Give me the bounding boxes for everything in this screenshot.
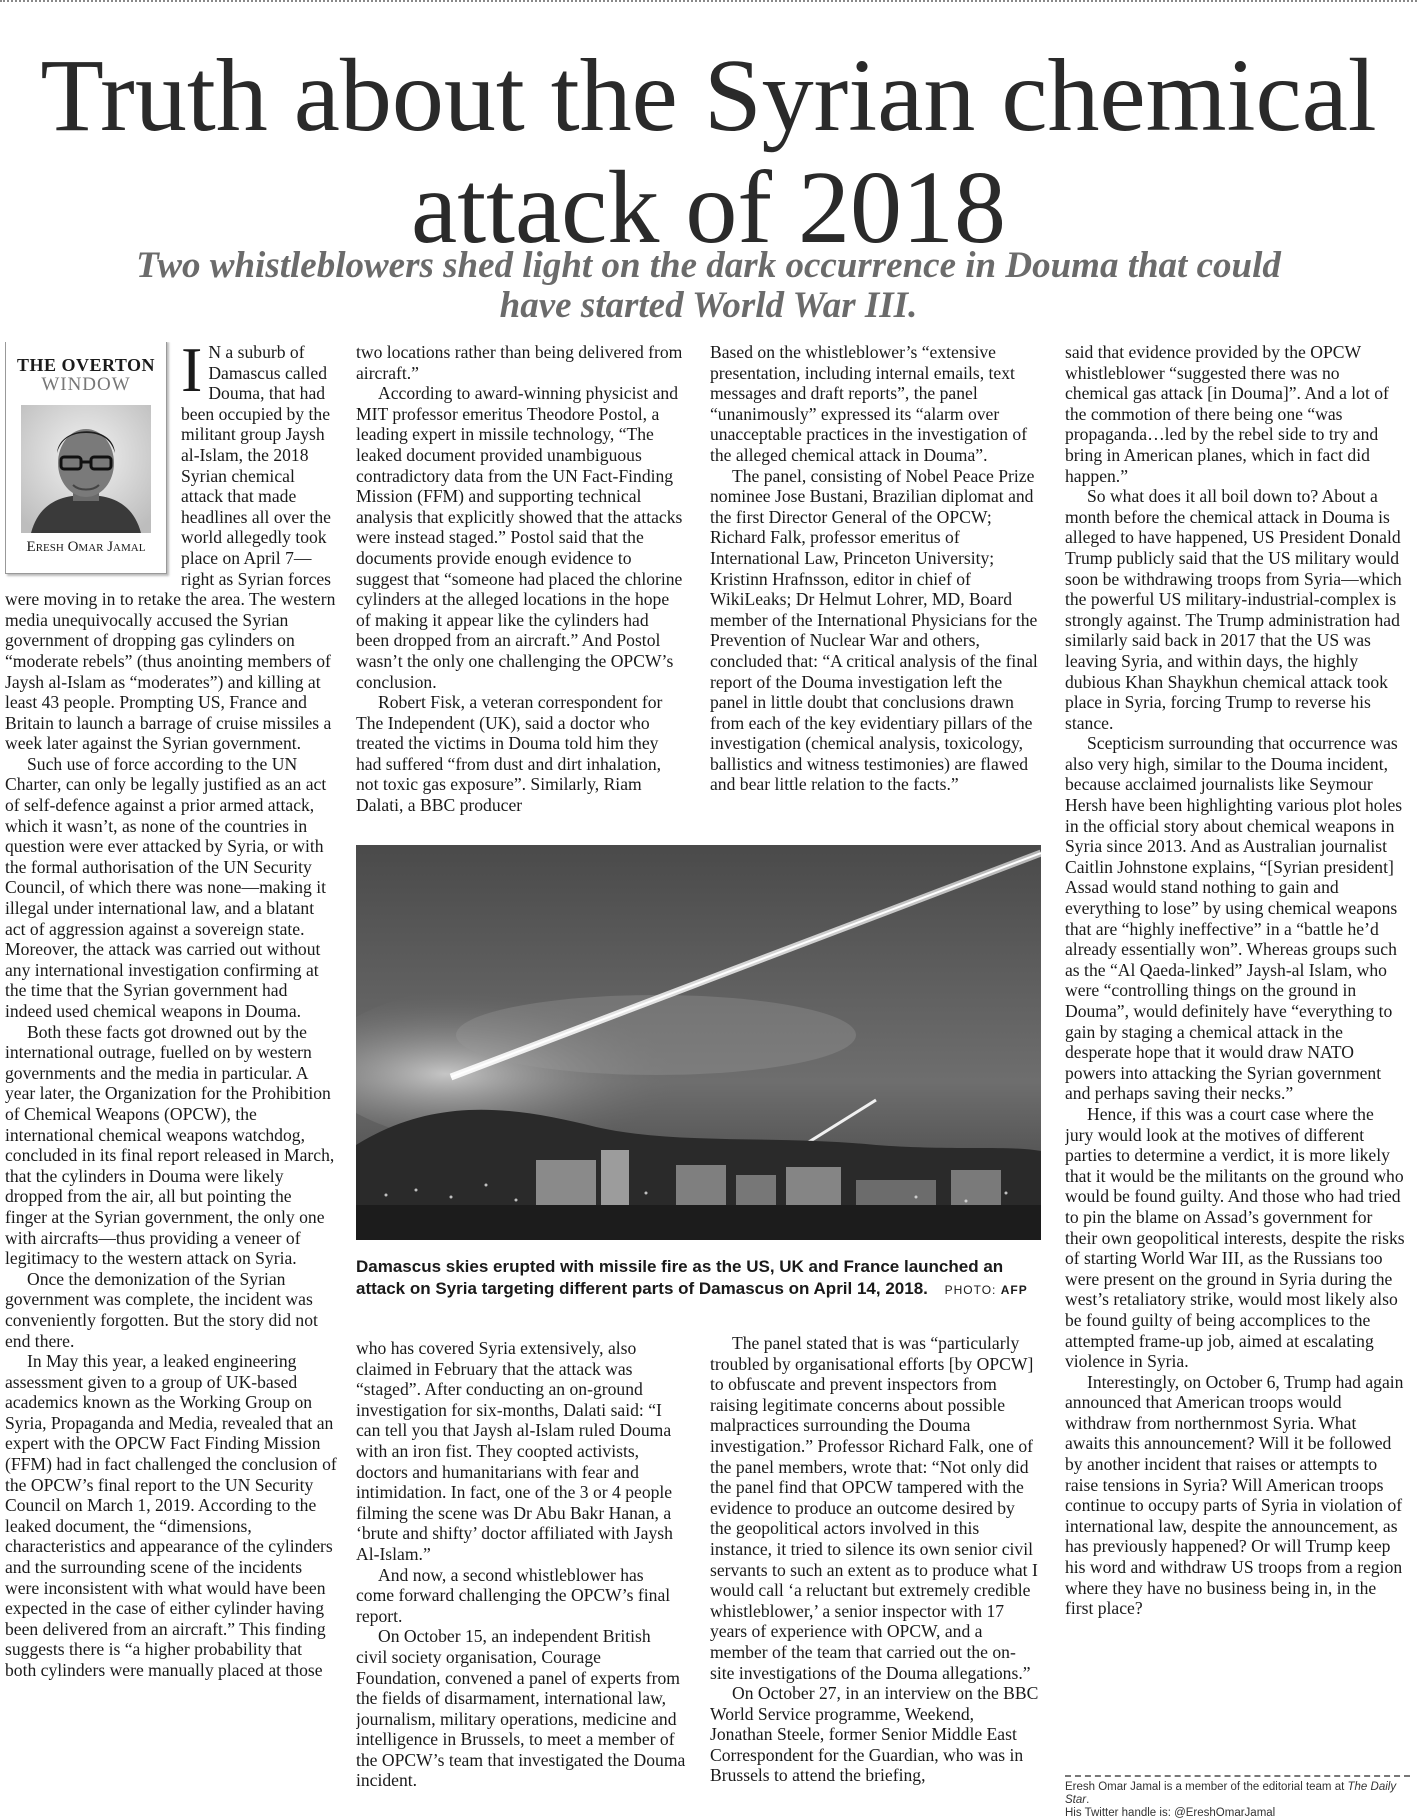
photo-caption <box>356 1256 1056 1301</box>
author-name: Eresh Omar Jamal <box>26 539 146 555</box>
paragraph: Once the demonization of the Syrian government was complete, the incident was conveniently forgotten. But the story did not end there. <box>5 1268 318 1351</box>
article-column-2-bottom <box>356 1338 686 1815</box>
paragraph: said that evidence provided by the OPCW whistleblower “suggested there was no chemical gas attack [in Douma]”. And a lot of the commotion of there being one “was propaganda…led by the rebel side to try and bring in American planes, which in fact did happen.” <box>1065 342 1389 486</box>
paragraph: Based on the whistleblower’s “extensive presentation, including internal emails, text messages and draft reports”, the panel “unanimously” expressed its “alarm over unacceptable practices in the investigation of the alleged chemical attack in Douma”. <box>710 342 1028 465</box>
author-portrait-icon <box>21 405 151 533</box>
photo-caption-text: Damascus skies erupted with missile fire as the US, UK and France launched an attack on Syria targeting different parts of Damascus on April 14, 2018. <box>356 1257 1004 1298</box>
paragraph: The panel stated that is was “particularly troubled by organisational efforts [by OPCW] to obfuscate and prevent inspectors from raising legitimate concerns about possible malpractices surrounding the Douma investigation.” Professor Richard Falk, one of the panel members, wrote that: “Not only did the panel find that OPCW tampered with the evidence to produce an outcome desired by the geopolitical actors involved in this instance, it tried to silence its own senior civil servants to such an extent as to produce what I would call ‘a reluctant but extremely credible whistleblower,’ a senior inspector with 17 years of experience with OPCW, and a member of the team that carried out the on-site investigations of the Douma allegations.” <box>710 1333 1038 1683</box>
column-author-box <box>5 342 167 574</box>
photo-credit-source: AFP <box>1000 1283 1028 1297</box>
tagline-line2: His Twitter handle is: @EreshOmarJamal <box>1065 1807 1276 1819</box>
paragraph: The panel, consisting of Nobel Peace Prize nominee Jose Bustani, Brazilian diplomat and the first Director General of the OPCW; Richard Falk, professor emeritus of International Law, Princeton University; Kristinn Hrafnsson, editor in chief of WikiLeaks; Dr Helmut Lohrer, MD, Board member of the International Physicians for the Prevention of Nuclear War and others, concluded that: “A critical analysis of the final report of the Douma investigation left the panel in little doubt that conclusions drawn from each of the key evidentiary pillars of the investigation (chemical analysis, toxicology, ballistics and witness testimonies) are flawed and bear little relation to the facts.” <box>710 465 1038 795</box>
paragraph: Both these facts got drowned out by the international outrage, fuelled on by western governments and the media in particular. A year later, the Organization for the Prohibition of Chemical Weapons (OPCW), the international chemical weapons watchdog, concluded in its final report released in March, that the cylinders in Douma were likely dropped from the air, all but pointing the finger at the Syrian government, the only one with aircrafts—thus providing a veneer of legitimacy to the western attack on Syria. <box>5 1021 335 1269</box>
headline: Truth about the Syrian chemical attack of 2018 <box>40 38 1377 265</box>
paragraph: According to award-winning physicist and MIT professor emeritus Theodore Postol, a leading expert in missile technology, “The leaked document provided unambiguous contradictory data from the UN Fact-Finding Mission (FFM) and supporting technical analysis that explicitly showed that the attacks were instead staged.” Postol said that the documents provide enough evidence to suggest that “someone had placed the chlorine cylinders at the alleged locations in the hope of making it appear like the cylinders had been dropped from an aircraft.” And Postol wasn’t the only one challenging the OPCW’s conclusion. <box>356 383 683 692</box>
paragraph: Interestingly, on October 6, Trump had again announced that American troops would withdraw from northernmost Syria. What awaits this announcement? Will it be followed by another incident that raises or attempts to raise tensions in Syria? Will American troops continue to occupy parts of Syria in violation of international law, despite the announcement, as has previously happened? Or will Trump keep his word and withdraw US troops from a region where they have no business being in, in the first place? <box>1065 1371 1404 1619</box>
paragraph: Hence, if this was a court case where the jury would look at the motives of different parties to determine a verdict, it is more likely that it would be the militants on the ground who would be found guilty. And those who had tried to pin the blame on Assad’s government for their own geopolitical interests, despite the risks of starting World War III, as the Russians too were present on the ground in Syria during the west’s retaliatory strike, would most likely also be found guilty of being accomplices to the attempted frame-up job, aimed at escalating violence in Syria. <box>1065 1103 1405 1372</box>
article-column-3-top <box>710 342 1040 795</box>
paragraph: Robert Fisk, a veteran correspondent for The Independent (UK), said a doctor who treated the victims in Douma told him they had suffered “from dust and dirt inhalation, not toxic gas exposure”. Similarly, Riam Dalati, a BBC producer <box>356 692 663 816</box>
photo-credit <box>945 1283 1028 1297</box>
article-column-4 <box>1065 342 1405 1757</box>
column-name-line1: THE OVERTON <box>16 355 156 375</box>
tagline-line1: Eresh Omar Jamal is a member of the editorial team at <box>1065 1781 1345 1793</box>
paragraph: On October 27, in an interview on the BBC World Service programme, Weekend, Jonathan Steele, former Senior Middle East Correspondent for the Guardian, who was in Brussels to attend the briefing, <box>710 1683 1039 1786</box>
paragraph: who has covered Syria extensively, also claimed in February that the attack was “staged”. After conducting an on-ground investigation for six-months, Dalati said: “I can tell you that Jaysh al-Islam ruled Douma with an iron fist. They coopted activists, doctors and humanitarians with fear and intimidation. In fact, one of the 3 or 4 people filming the scene was Dr Abu Bakr Hanan, a ‘brute and shifty’ doctor affiliated with Jaysh Al-Islam.” <box>356 1338 673 1564</box>
paragraph: And now, a second whistleblower has come forward challenging the OPCW’s final report. <box>356 1564 671 1626</box>
paragraph: N a suburb of Damascus called Douma, that had been occupied by the militant group Jaysh al-Islam, the 2018 Syrian chemical attack that made headlines all over the world allegedly took place on April 7—right as Syrian forces were moving in to retake the area. The western media unequivocally accused the Syrian government of dropping gas cylinders on “moderate rebels” (thus anointing members of Jaysh al-Islam as “moderates”) and killing at least 43 people. Prompting US, France and Britain to launch a barrage of cruise missiles a week later against the Syrian government. <box>5 342 336 754</box>
article-column-3-bottom <box>710 1333 1040 1815</box>
column-name-line2: WINDOW <box>41 374 131 395</box>
paragraph: In May this year, a leaked engineering assessment given to a group of UK-based academics known as the Working Group on Syria, Propaganda and Media, revealed that an expert with the OPCW Fact Finding Mission (FFM) had in fact challenged the conclusion of the OPCW’s final report to the UN Security Council on March 1, 2019. According to the leaked document, the “dimensions, characteristics and appearance of the cylinders and the surrounding scene of the incidents were inconsistent with what would have been expected in the case of either cylinder having been delivered from an aircraft.” This finding suggests there is “a higher probability that both cylinders were manually placed at those <box>5 1351 337 1680</box>
article-column-1 <box>5 342 337 1815</box>
photo-credit-label: PHOTO: <box>944 1283 997 1297</box>
deck-subheadline: Two whistleblowers shed light on the dark occurrence in Douma that could have started World War III. <box>136 245 1281 326</box>
article-column-2-top <box>356 342 686 816</box>
page-top-rule <box>0 0 1417 8</box>
paragraph: two locations rather than being delivered from aircraft.” <box>356 342 683 383</box>
tagline-paper-name: The Daily Star <box>1065 1781 1397 1806</box>
author-tagline: Eresh Omar Jamal is a member of the editorial team at The Daily Star. His Twitter handle is: @EreshOmarJamal <box>1065 1775 1410 1820</box>
paragraph: Scepticism surrounding that occurrence was also very high, similar to the Douma incident, because acclaimed journalists like Seymour Hersh have been highlighting various plot holes in the official story about chemical weapons in Syria since 2013. And as Australian journalist Caitlin Johnstone explains, “[Syrian president] Assad would stand nothing to gain and everything to lose” by using chemical weapons that are “highly ineffective” in a “battle he’d already essentially won”. Whereas groups such as the “Al Qaeda-linked” Jaysh-al Islam, who were “controlling things on the ground in Douma”, would definitely have “everything to gain by staging a chemical attack in the desperate hope that it would draw NATO powers into attacking the Syrian government and perhaps saving their necks.” <box>1065 733 1403 1104</box>
paragraph: So what does it all boil down to? About a month before the chemical attack in Douma is alleged to have happened, US President Donald Trump publicly said that the US military would soon be withdrawing troops from Syria—which the powerful US military-industrial-complex is strongly against. The Trump administration had similarly said back in 2017 that the US was leaving Syria, and within days, the highly dubious Khan Shaykhun chemical attack took place in Syria, forcing Trump to reverse his stance. <box>1065 486 1402 733</box>
missile-night-sky-photo <box>356 845 1041 1240</box>
drop-cap: I <box>181 342 203 405</box>
paragraph: Such use of force according to the UN Charter, can only be legally justified as an act of self-defence against a prior armed attack, which it wasn’t, as none of the countries in question were ever attacked by Syria, or with the formal authorisation of the UN Security Council, of which there was none—making it illegal under international law, and a blatant act of aggression against a sovereign state. Moreover, the attack was carried out without any international investigation confirming at the time that the Syrian government had indeed used chemical weapons in Douma. <box>5 753 327 1021</box>
paragraph: On October 15, an independent British civil society organisation, Courage Foundation, convened a panel of experts from the fields of disarmament, international law, journalism, military operations, medicine and intelligence in Brussels, to meet a member of the OPCW’s team that investigated the Douma incident. <box>356 1626 686 1791</box>
